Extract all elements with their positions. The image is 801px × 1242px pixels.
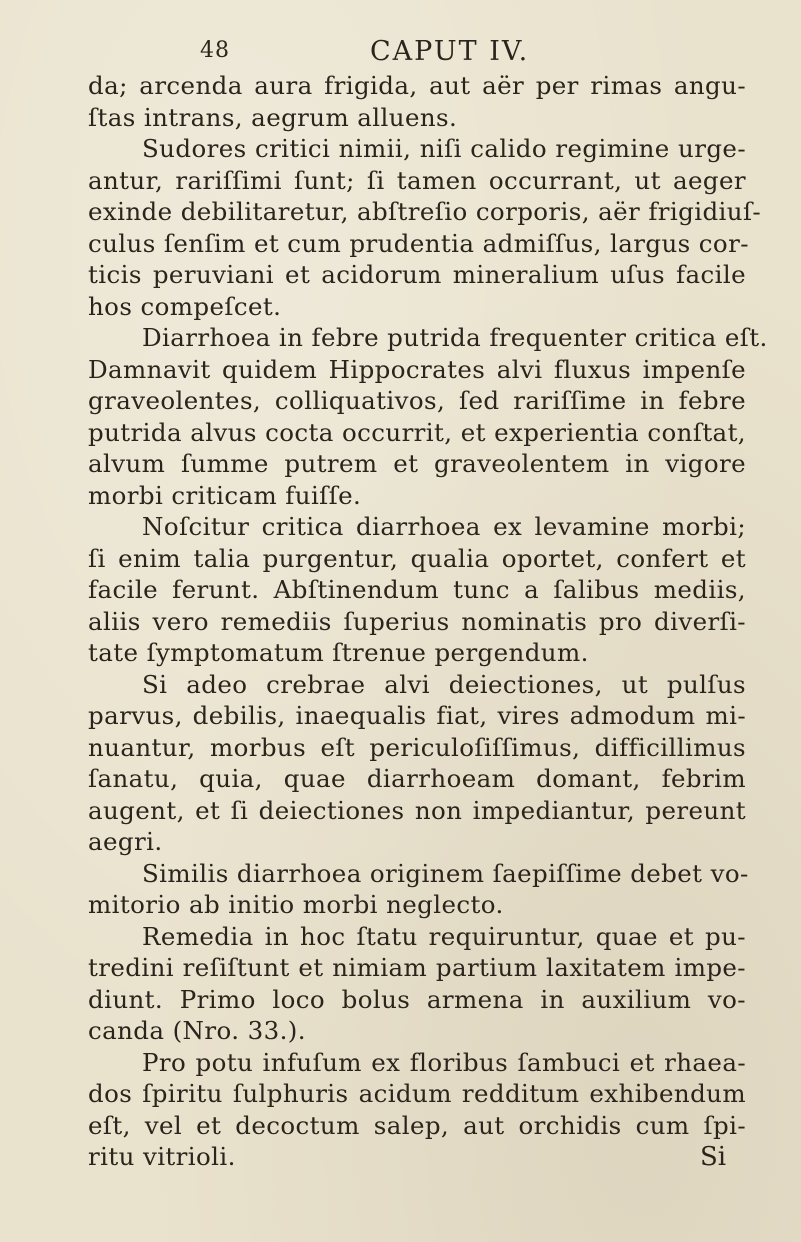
text-line: da; arcenda aura frigida, aut aër per rimas angu- xyxy=(88,71,746,100)
text-line: Similis diarrhoea originem ſaepiſſime debet vo- xyxy=(142,858,749,888)
text-line: hos compeſcet. xyxy=(88,291,282,321)
text-line: culus ſenſim et cum prudentia admiſſus, largus cor- xyxy=(88,228,749,258)
text-line: diunt. Primo loco bolus armena in auxilium vo- xyxy=(88,984,746,1014)
text-line: Pro potu infuſum ex floribus ſambuci et rhaea- xyxy=(142,1047,746,1077)
text-line: ſi enim talia purgentur, qualia oportet, confert et xyxy=(88,543,746,573)
text-line: nuantur, morbus eſt periculoſiſſimus, difficillimus xyxy=(88,732,746,762)
text-line: morbi criticam fuiſſe. xyxy=(88,480,362,510)
text-line: tate ſymptomatum ſtrenue pergendum. xyxy=(88,638,589,667)
text-line: dos ſpiritu ſulphuris acidum redditum exhibendum xyxy=(88,1079,746,1108)
text-line: alvum ſumme putrem et graveolentem in vigore xyxy=(88,449,746,478)
text-line: aegri. xyxy=(88,827,163,856)
text-line: graveolentes, colliquativos, ſed rariſſime in febre xyxy=(88,386,746,415)
text-line: mitorio ab initio morbi neglecto. xyxy=(88,890,504,919)
text-line: Damnavit quidem Hippocrates alvi fluxus impenſe xyxy=(88,354,746,384)
text-line: Sudores critici nimii, niſi calido regimine urge- xyxy=(142,134,746,163)
text-line: eſt, vel et decoctum salep, aut orchidis cum ſpi- xyxy=(88,1110,746,1140)
body-text xyxy=(88,70,768,1173)
text-line: Noſcitur critica diarrhoea ex levamine morbi; xyxy=(142,512,746,541)
catchword: Si xyxy=(700,1142,727,1172)
text-line: facile ferunt. Abſtinendum tunc a ſalibus mediis, xyxy=(88,575,746,604)
text-line: parvus, debilis, inaequalis fiat, vires admodum mi- xyxy=(88,701,746,730)
text-line: ſtas intrans, aegrum alluens. xyxy=(88,102,458,132)
text-line: exinde debilitaretur, abſtreſio corporis, aër frigidiuſ- xyxy=(88,197,762,226)
text-line: antur, rariſſimi ſunt; ſi tamen occurrant, ut aeger xyxy=(88,165,746,195)
text-line: ritu vitrioli. xyxy=(88,1142,236,1171)
text-line: ſanatu, quia, quae diarrhoeam domant, febrim xyxy=(88,764,746,793)
page-header xyxy=(200,34,620,74)
text-line: augent, et ſi deiectiones non impediantur, pereunt xyxy=(88,795,746,825)
text-line: ticis peruviani et acidorum mineralium uſus facile xyxy=(88,260,746,289)
text-line: canda (Nro. 33.). xyxy=(88,1016,306,1045)
text-line: aliis vero remediis ſuperius nominatis pro diverſi- xyxy=(88,606,746,636)
text-line: tredini reſiſtunt et nimiam partium laxitatem impe- xyxy=(88,953,746,982)
text-line: Si adeo crebrae alvi deiectiones, ut pulſus xyxy=(142,669,746,699)
running-head: CAPUT IV. xyxy=(370,36,530,67)
text-line: putrida alvus cocta occurrit, et experientia conſtat, xyxy=(88,417,746,447)
page-number: 48 xyxy=(200,38,230,63)
text-line: Diarrhoea in febre putrida frequenter critica eſt. xyxy=(142,323,768,352)
text-line: Remedia in hoc ſtatu requiruntur, quae et pu- xyxy=(142,921,746,951)
